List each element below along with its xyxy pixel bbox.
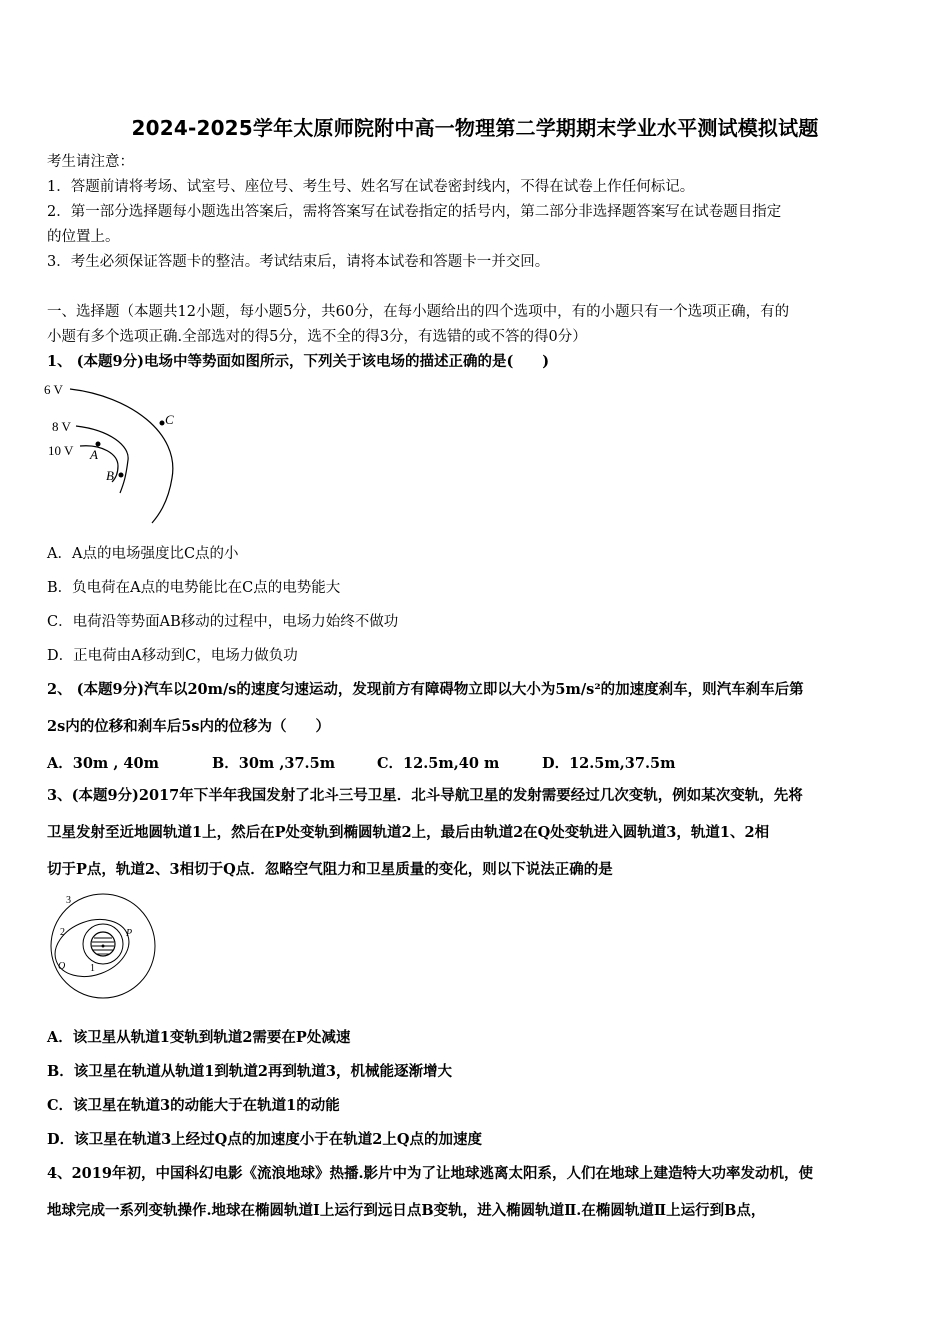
q3-option-d: D．该卫星在轨道3上经过Q点的加速度小于在轨道2上Q点的加速度: [47, 1131, 483, 1148]
point-b-label: B: [106, 468, 114, 483]
equipotential-6v: [70, 389, 173, 523]
question-1-stem: 1、 (本题9分)电场中等势面如图所示，下列关于该电场的描述正确的是( ): [47, 353, 550, 370]
point-c-dot: [160, 421, 165, 426]
question-4-line-1: 4、2019年初，中国科幻电影《流浪地球》热播.影片中为了让地球逃离太阳系，人们在地球上建造特大功率发动机，使: [47, 1165, 813, 1182]
q2-options: [47, 752, 907, 773]
notice-item-2: 2．第一部分选择题每小题选出答案后，需将答案写在试卷指定的括号内，第二部分非选择题答案写在试卷题目指定: [47, 204, 782, 220]
q3-option-b: B．该卫星在轨道从轨道1到轨道2再到轨道3，机械能逐渐增大: [47, 1063, 453, 1080]
question-2-line-2: 2s内的位移和刹车后5s内的位移为（ ）: [47, 718, 331, 735]
equipotential-figure: [40, 378, 190, 528]
question-2-line-1: 2、 (本题9分)汽车以20m/s的速度匀速运动，发现前方有障碍物立即以大小为5m/s²的加速度刹车，则汽车刹车后第: [47, 681, 804, 698]
orbit-figure: [48, 893, 163, 1003]
notice-heading: 考生请注意：: [47, 154, 134, 170]
notice-item-3: 3．考生必须保证答题卡的整洁。考试结束后，请将本试卷和答题卡一并交回。: [47, 254, 550, 270]
section-instruction-line-2: 小题有多个选项正确.全部选对的得5分，选不全的得3分，有选错的或不答的得0分）: [47, 329, 587, 345]
point-a-dot: [96, 442, 101, 447]
question-3-line-2: 卫星发射至近地圆轨道1上，然后在P处变轨到椭圆轨道2上，最后由轨道2在Q处变轨进入圆轨道3，轨道1、2相: [47, 824, 770, 841]
point-c-label: C: [165, 412, 174, 427]
notice-item-1: 1．答题前请将考场、试室号、座位号、考生号、姓名写在试卷密封线内，不得在试卷上作任何标记。: [47, 179, 695, 195]
point-q-label: Q: [58, 961, 66, 972]
q1-option-a: A．A点的电场强度比C点的小: [47, 546, 239, 562]
q1-option-b: B．负电荷在A点的电势能比在C点的电势能大: [47, 580, 341, 596]
page-title: 2024-2025学年太原师院附中高一物理第二学期期末学业水平测试模拟试题: [131, 116, 819, 140]
question-3-line-1: 3、(本题9分)2017年下半年我国发射了北斗三号卫星．北斗导航卫星的发射需要经过几次变轨，例如某次变轨，先将: [47, 787, 803, 804]
point-a-label: A: [90, 447, 98, 462]
question-4-line-2: 地球完成一系列变轨操作.地球在椭圆轨道Ⅰ上运行到远日点B变轨，进入椭圆轨道Ⅱ.在椭圆轨道Ⅱ上运行到B点，: [47, 1202, 766, 1219]
point-b-dot: [119, 473, 124, 478]
q3-option-a: A．该卫星从轨道1变轨到轨道2需要在P处减速: [47, 1029, 351, 1046]
point-p-label: P: [126, 928, 133, 939]
earth: [91, 932, 115, 956]
question-3-line-3: 切于P点，轨道2、3相切于Q点．忽略空气阻力和卫星质量的变化，则以下说法正确的是: [47, 861, 613, 878]
orbit-3-label: 3: [66, 895, 71, 906]
orbit-2-label: 2: [60, 927, 65, 938]
label-6v: 6 V: [44, 382, 63, 397]
label-8v: 8 V: [52, 419, 71, 434]
q2-option-b: B．30m ,37.5m: [212, 755, 336, 772]
q2-option-d: D．12.5m,37.5m: [542, 755, 676, 772]
label-10v: 10 V: [48, 443, 74, 458]
notice-item-2-cont: 的位置上。: [47, 229, 120, 245]
q1-option-c: C．电荷沿等势面AB移动的过程中，电场力始终不做功: [47, 614, 399, 630]
section-instruction-line-1: 一、选择题（本题共12小题，每小题5分，共60分，在每小题给出的四个选项中，有的小题只有一个选项正确，有的: [47, 304, 790, 320]
q1-option-d: D．正电荷由A移动到C，电场力做负功: [47, 648, 298, 664]
q2-option-a: A．30m , 40m: [47, 755, 159, 772]
q3-option-c: C．该卫星在轨道3的动能大于在轨道1的动能: [47, 1097, 340, 1114]
orbit-1-label: 1: [90, 963, 95, 974]
equipotential-8v: [76, 426, 128, 493]
q2-option-c: C．12.5m,40 m: [377, 755, 500, 772]
